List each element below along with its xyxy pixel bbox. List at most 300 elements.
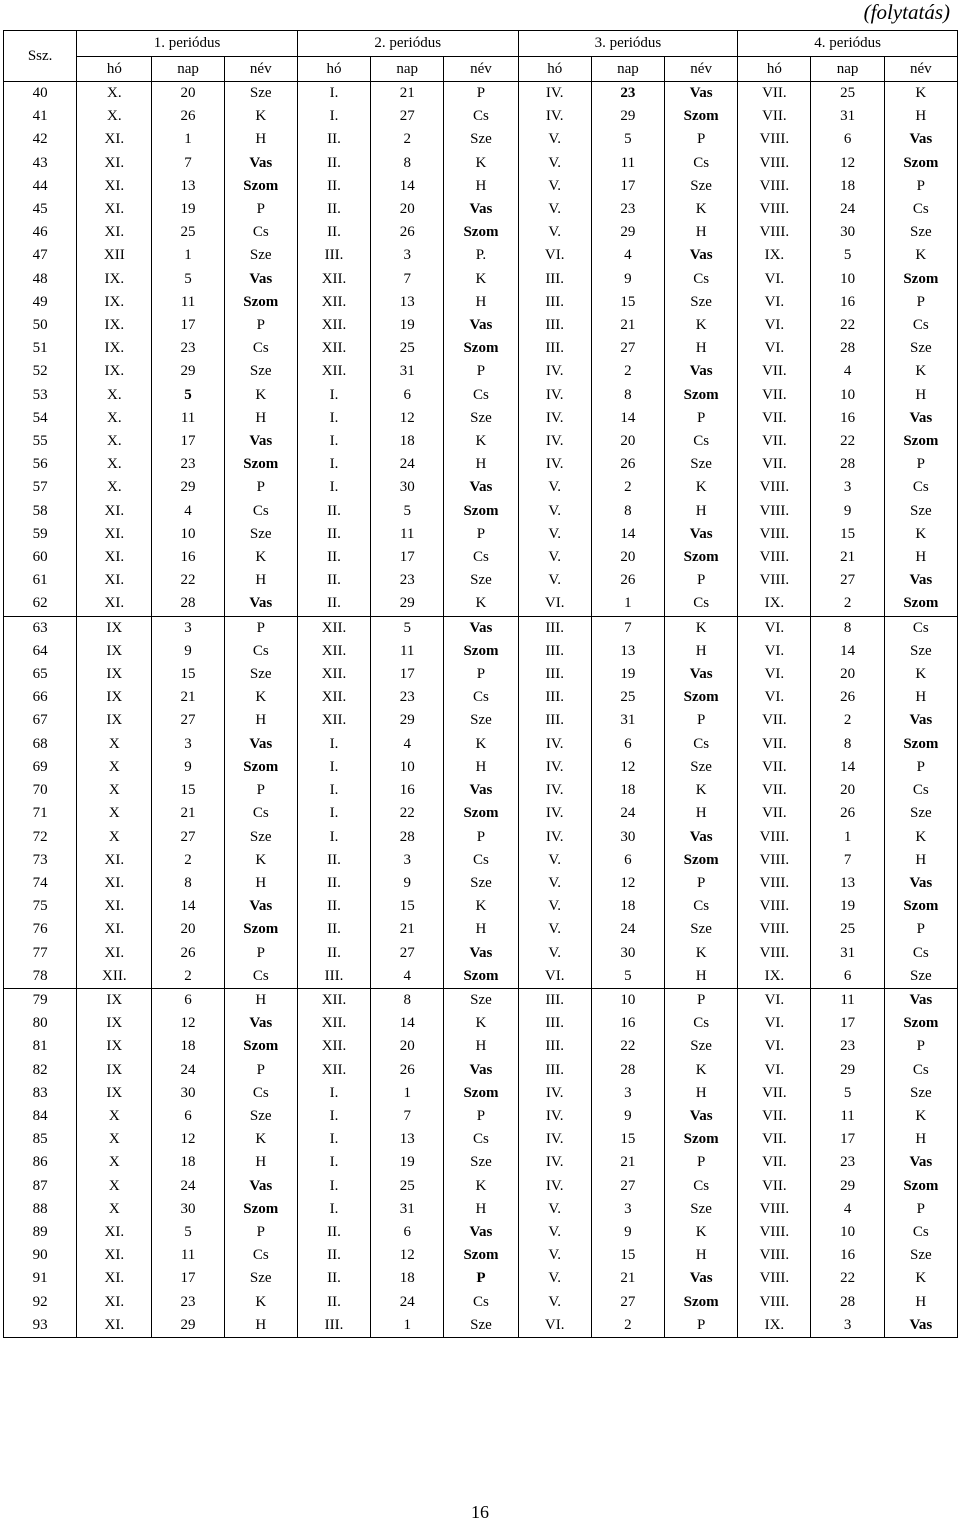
cell-nap: 3 bbox=[811, 1314, 884, 1338]
cell-nev: Cs bbox=[224, 965, 297, 989]
cell-ho: VI. bbox=[738, 1012, 811, 1035]
cell-nap: 21 bbox=[152, 686, 224, 709]
cell-ho: I. bbox=[297, 453, 370, 476]
cell-ho: XII. bbox=[297, 988, 370, 1012]
cell-nap: 23 bbox=[152, 453, 224, 476]
cell-ho: IX bbox=[77, 988, 152, 1012]
cell-nap: 29 bbox=[371, 592, 444, 616]
cell-nev: Sze bbox=[444, 988, 518, 1012]
header-ssz: Ssz. bbox=[4, 31, 77, 82]
cell-nap: 26 bbox=[152, 942, 224, 965]
cell-nap: 26 bbox=[811, 802, 884, 825]
cell-nap: 18 bbox=[152, 1035, 224, 1058]
cell-nev: Szom bbox=[444, 1082, 518, 1105]
cell-nap: 30 bbox=[591, 942, 664, 965]
cell-nev: K bbox=[224, 849, 297, 872]
cell-nap: 7 bbox=[371, 268, 444, 291]
cell-nev: Cs bbox=[884, 779, 957, 802]
table-row bbox=[4, 1267, 958, 1290]
cell-ho: V. bbox=[518, 198, 591, 221]
cell-nap: 25 bbox=[371, 337, 444, 360]
cell-nap: 14 bbox=[371, 175, 444, 198]
cell-nap: 3 bbox=[152, 616, 224, 640]
cell-ssz: 63 bbox=[4, 616, 77, 640]
cell-ho: X bbox=[77, 1151, 152, 1174]
cell-nev: Cs bbox=[444, 686, 518, 709]
cell-ho: VII. bbox=[738, 1105, 811, 1128]
cell-ho: V. bbox=[518, 476, 591, 499]
cell-ho: VII. bbox=[738, 756, 811, 779]
cell-nev: P bbox=[224, 1221, 297, 1244]
cell-nap: 28 bbox=[152, 592, 224, 616]
cell-nap: 13 bbox=[371, 291, 444, 314]
cell-nap: 6 bbox=[371, 384, 444, 407]
cell-ssz: 68 bbox=[4, 733, 77, 756]
cell-ho: VIII. bbox=[738, 128, 811, 151]
cell-ssz: 83 bbox=[4, 1082, 77, 1105]
cell-nev: Vas bbox=[884, 569, 957, 592]
cell-ho: V. bbox=[518, 500, 591, 523]
cell-nap: 9 bbox=[591, 268, 664, 291]
table-row bbox=[4, 1128, 958, 1151]
table-row bbox=[4, 1059, 958, 1082]
cell-nev: Cs bbox=[444, 849, 518, 872]
cell-nap: 27 bbox=[152, 826, 224, 849]
cell-ho: I. bbox=[297, 1128, 370, 1151]
cell-ssz: 88 bbox=[4, 1198, 77, 1221]
cell-nev: H bbox=[444, 918, 518, 941]
cell-nap: 17 bbox=[371, 546, 444, 569]
cell-nap: 1 bbox=[152, 244, 224, 267]
cell-nap: 4 bbox=[371, 733, 444, 756]
cell-nev: K bbox=[444, 268, 518, 291]
cell-nev: Vas bbox=[224, 733, 297, 756]
cell-nap: 29 bbox=[371, 709, 444, 732]
cell-nev: Cs bbox=[884, 942, 957, 965]
table-row bbox=[4, 337, 958, 360]
cell-nap: 19 bbox=[152, 198, 224, 221]
cell-nev: H bbox=[665, 965, 738, 989]
cell-nap: 4 bbox=[152, 500, 224, 523]
cell-ssz: 61 bbox=[4, 569, 77, 592]
cell-ho: III. bbox=[518, 337, 591, 360]
cell-nev: Sze bbox=[224, 826, 297, 849]
cell-nap: 26 bbox=[371, 1059, 444, 1082]
cell-ho: VIII. bbox=[738, 546, 811, 569]
cell-ho: II. bbox=[297, 546, 370, 569]
cell-ho: II. bbox=[297, 1267, 370, 1290]
cell-nap: 15 bbox=[591, 1128, 664, 1151]
cell-nev: K bbox=[665, 1059, 738, 1082]
cell-nev: H bbox=[224, 407, 297, 430]
cell-ho: X bbox=[77, 826, 152, 849]
cell-ho: VIII. bbox=[738, 895, 811, 918]
cell-nev: Sze bbox=[224, 663, 297, 686]
cell-nev: H bbox=[224, 128, 297, 151]
cell-nap: 17 bbox=[152, 314, 224, 337]
cell-nap: 6 bbox=[371, 1221, 444, 1244]
cell-ho: VIII. bbox=[738, 1221, 811, 1244]
cell-nap: 7 bbox=[591, 616, 664, 640]
table-row bbox=[4, 640, 958, 663]
cell-nev: P bbox=[665, 872, 738, 895]
cell-nap: 27 bbox=[811, 569, 884, 592]
cell-nap: 5 bbox=[591, 965, 664, 989]
cell-ho: IX. bbox=[738, 1314, 811, 1338]
cell-ho: XI. bbox=[77, 872, 152, 895]
cell-nev: P bbox=[665, 1151, 738, 1174]
cell-nap: 29 bbox=[152, 1314, 224, 1338]
cell-nap: 22 bbox=[811, 314, 884, 337]
cell-nev: P bbox=[444, 1267, 518, 1290]
cell-nap: 8 bbox=[371, 152, 444, 175]
cell-ho: X bbox=[77, 1175, 152, 1198]
cell-nev: Vas bbox=[224, 1012, 297, 1035]
cell-nev: P bbox=[224, 616, 297, 640]
table-row bbox=[4, 756, 958, 779]
cell-nap: 24 bbox=[152, 1175, 224, 1198]
table-row bbox=[4, 128, 958, 151]
cell-nap: 30 bbox=[811, 221, 884, 244]
cell-nev: Sze bbox=[665, 453, 738, 476]
table-row bbox=[4, 616, 958, 640]
cell-nap: 14 bbox=[591, 407, 664, 430]
cell-nev: Sze bbox=[224, 244, 297, 267]
cell-nap: 8 bbox=[591, 384, 664, 407]
cell-nev: Szom bbox=[665, 546, 738, 569]
cell-ssz: 43 bbox=[4, 152, 77, 175]
cell-ho: V. bbox=[518, 849, 591, 872]
cell-nev: P bbox=[224, 314, 297, 337]
cell-nev: Szom bbox=[444, 640, 518, 663]
cell-ho: III. bbox=[518, 268, 591, 291]
cell-ho: IX. bbox=[77, 337, 152, 360]
cell-nap: 10 bbox=[811, 268, 884, 291]
cell-nev: Szom bbox=[224, 756, 297, 779]
cell-nev: Szom bbox=[444, 337, 518, 360]
cell-ho: IV. bbox=[518, 1151, 591, 1174]
cell-nap: 8 bbox=[591, 500, 664, 523]
cell-nev: Vas bbox=[224, 895, 297, 918]
cell-ho: XI. bbox=[77, 175, 152, 198]
cell-ssz: 86 bbox=[4, 1151, 77, 1174]
cell-ssz: 57 bbox=[4, 476, 77, 499]
cell-nev: P bbox=[884, 918, 957, 941]
cell-ssz: 78 bbox=[4, 965, 77, 989]
cell-nap: 22 bbox=[811, 430, 884, 453]
cell-ho: VIII. bbox=[738, 872, 811, 895]
cell-nap: 24 bbox=[591, 918, 664, 941]
cell-nev: H bbox=[444, 1035, 518, 1058]
cell-nap: 11 bbox=[152, 291, 224, 314]
cell-nev: K bbox=[224, 384, 297, 407]
cell-nev: K bbox=[665, 779, 738, 802]
cell-nev: Vas bbox=[884, 709, 957, 732]
cell-ho: VI. bbox=[518, 965, 591, 989]
cell-nev: K bbox=[665, 314, 738, 337]
cell-nev: Cs bbox=[444, 105, 518, 128]
cell-nap: 26 bbox=[152, 105, 224, 128]
header-period-2: 2. periódus bbox=[297, 31, 518, 57]
cell-nev: Vas bbox=[444, 1059, 518, 1082]
cell-nev: H bbox=[884, 384, 957, 407]
cell-ho: III. bbox=[518, 686, 591, 709]
cell-nap: 26 bbox=[591, 453, 664, 476]
cell-ssz: 85 bbox=[4, 1128, 77, 1151]
cell-ho: I. bbox=[297, 826, 370, 849]
table-row bbox=[4, 244, 958, 267]
cell-nap: 12 bbox=[152, 1012, 224, 1035]
cell-nap: 30 bbox=[591, 826, 664, 849]
cell-nap: 11 bbox=[811, 1105, 884, 1128]
cell-nev: Cs bbox=[665, 152, 738, 175]
cell-nev: P bbox=[224, 1059, 297, 1082]
cell-nev: P bbox=[444, 826, 518, 849]
cell-nev: K bbox=[444, 152, 518, 175]
cell-ho: X bbox=[77, 802, 152, 825]
cell-ssz: 50 bbox=[4, 314, 77, 337]
cell-nev: Sze bbox=[224, 82, 297, 106]
cell-nev: Cs bbox=[884, 198, 957, 221]
cell-nev: Vas bbox=[224, 268, 297, 291]
table-row bbox=[4, 942, 958, 965]
cell-nev: H bbox=[224, 709, 297, 732]
cell-nap: 8 bbox=[152, 872, 224, 895]
cell-ho: X bbox=[77, 779, 152, 802]
cell-nap: 2 bbox=[152, 849, 224, 872]
cell-nap: 8 bbox=[811, 616, 884, 640]
cell-ho: VIII. bbox=[738, 175, 811, 198]
cell-ho: VII. bbox=[738, 802, 811, 825]
cell-ho: II. bbox=[297, 918, 370, 941]
cell-ho: V. bbox=[518, 895, 591, 918]
cell-nev: Sze bbox=[444, 407, 518, 430]
cell-nap: 31 bbox=[371, 1198, 444, 1221]
cell-ssz: 90 bbox=[4, 1244, 77, 1267]
cell-nev: P bbox=[665, 569, 738, 592]
cell-nap: 23 bbox=[371, 569, 444, 592]
cell-ho: X. bbox=[77, 453, 152, 476]
cell-nap: 12 bbox=[371, 407, 444, 430]
cell-ho: VII. bbox=[738, 105, 811, 128]
cell-nev: P bbox=[665, 709, 738, 732]
cell-ho: V. bbox=[518, 1221, 591, 1244]
cell-nev: Sze bbox=[884, 337, 957, 360]
cell-nev: P bbox=[444, 82, 518, 106]
cell-nev: Sze bbox=[444, 1151, 518, 1174]
cell-ho: XII. bbox=[297, 686, 370, 709]
cell-nev: K bbox=[665, 198, 738, 221]
cell-nap: 24 bbox=[371, 453, 444, 476]
cell-nap: 13 bbox=[371, 1128, 444, 1151]
cell-ho: III. bbox=[518, 616, 591, 640]
cell-nap: 28 bbox=[811, 1291, 884, 1314]
cell-nap: 22 bbox=[371, 802, 444, 825]
cell-nap: 27 bbox=[371, 105, 444, 128]
cell-ho: III. bbox=[518, 709, 591, 732]
cell-nev: Vas bbox=[444, 198, 518, 221]
cell-ho: II. bbox=[297, 872, 370, 895]
cell-nap: 6 bbox=[811, 965, 884, 989]
cell-nap: 12 bbox=[152, 1128, 224, 1151]
cell-nap: 15 bbox=[152, 779, 224, 802]
cell-nap: 15 bbox=[591, 1244, 664, 1267]
cell-ssz: 48 bbox=[4, 268, 77, 291]
cell-nap: 26 bbox=[371, 221, 444, 244]
cell-ho: I. bbox=[297, 82, 370, 106]
cell-nev: H bbox=[224, 1314, 297, 1338]
cell-ho: IX bbox=[77, 1035, 152, 1058]
cell-nap: 20 bbox=[591, 546, 664, 569]
cell-ho: II. bbox=[297, 221, 370, 244]
cell-nap: 10 bbox=[371, 756, 444, 779]
cell-nev: Cs bbox=[224, 500, 297, 523]
cell-nap: 21 bbox=[591, 1267, 664, 1290]
cell-nev: Sze bbox=[444, 1314, 518, 1338]
cell-nev: K bbox=[224, 546, 297, 569]
cell-nap: 12 bbox=[811, 152, 884, 175]
cell-ssz: 73 bbox=[4, 849, 77, 872]
cell-ssz: 69 bbox=[4, 756, 77, 779]
cell-ho: II. bbox=[297, 569, 370, 592]
cell-nap: 11 bbox=[152, 407, 224, 430]
cell-nev: H bbox=[884, 849, 957, 872]
cell-ho: X. bbox=[77, 476, 152, 499]
cell-ho: XII. bbox=[297, 1012, 370, 1035]
cell-nap: 7 bbox=[371, 1105, 444, 1128]
cell-nap: 2 bbox=[811, 709, 884, 732]
cell-ho: VIII. bbox=[738, 569, 811, 592]
cell-ho: III. bbox=[518, 314, 591, 337]
cell-ho: IX bbox=[77, 709, 152, 732]
cell-nev: Vas bbox=[884, 128, 957, 151]
cell-ho: I. bbox=[297, 802, 370, 825]
cell-nap: 30 bbox=[152, 1198, 224, 1221]
cell-ho: X bbox=[77, 756, 152, 779]
cell-nev: H bbox=[444, 453, 518, 476]
cell-ho: II. bbox=[297, 128, 370, 151]
cell-nap: 23 bbox=[152, 1291, 224, 1314]
cell-ssz: 64 bbox=[4, 640, 77, 663]
cell-ho: X. bbox=[77, 384, 152, 407]
cell-nap: 23 bbox=[591, 198, 664, 221]
cell-ho: XI. bbox=[77, 1221, 152, 1244]
cell-ho: IX. bbox=[77, 268, 152, 291]
cell-nev: Vas bbox=[224, 152, 297, 175]
table-row bbox=[4, 221, 958, 244]
cell-nev: Sze bbox=[444, 569, 518, 592]
cell-nev: P. bbox=[444, 244, 518, 267]
cell-nev: H bbox=[665, 221, 738, 244]
cell-ho: VII. bbox=[738, 1128, 811, 1151]
cell-nev: P bbox=[444, 360, 518, 383]
cell-ho: III. bbox=[518, 663, 591, 686]
cell-ho: III. bbox=[518, 291, 591, 314]
cell-nap: 12 bbox=[371, 1244, 444, 1267]
cell-nap: 21 bbox=[591, 1151, 664, 1174]
cell-nev: Cs bbox=[224, 802, 297, 825]
cell-ho: IV. bbox=[518, 1082, 591, 1105]
table-row bbox=[4, 476, 958, 499]
cell-nev: Sze bbox=[884, 221, 957, 244]
header-nap: nap bbox=[591, 57, 664, 82]
header-nap: nap bbox=[371, 57, 444, 82]
cell-ho: VI. bbox=[738, 337, 811, 360]
cell-ho: II. bbox=[297, 895, 370, 918]
cell-ssz: 54 bbox=[4, 407, 77, 430]
cell-nap: 25 bbox=[811, 918, 884, 941]
cell-nev: K bbox=[224, 105, 297, 128]
cell-ho: III. bbox=[518, 1012, 591, 1035]
cell-nap: 11 bbox=[371, 640, 444, 663]
cell-ho: XII. bbox=[297, 1059, 370, 1082]
cell-nev: Szom bbox=[224, 453, 297, 476]
cell-nev: P bbox=[224, 779, 297, 802]
cell-nap: 9 bbox=[152, 640, 224, 663]
cell-ho: IX bbox=[77, 1059, 152, 1082]
cell-nap: 27 bbox=[591, 337, 664, 360]
header-row-subcols bbox=[4, 57, 958, 82]
cell-nap: 3 bbox=[371, 244, 444, 267]
cell-ho: I. bbox=[297, 476, 370, 499]
cell-ho: III. bbox=[297, 244, 370, 267]
cell-nap: 16 bbox=[371, 779, 444, 802]
cell-ho: IV. bbox=[518, 733, 591, 756]
cell-nap: 31 bbox=[811, 942, 884, 965]
cell-ssz: 80 bbox=[4, 1012, 77, 1035]
cell-nap: 3 bbox=[591, 1198, 664, 1221]
cell-ho: VIII. bbox=[738, 476, 811, 499]
cell-nap: 17 bbox=[152, 430, 224, 453]
cell-nev: K bbox=[884, 826, 957, 849]
cell-nap: 16 bbox=[811, 1244, 884, 1267]
cell-nev: Szom bbox=[444, 1244, 518, 1267]
cell-nap: 25 bbox=[371, 1175, 444, 1198]
cell-ssz: 91 bbox=[4, 1267, 77, 1290]
cell-ho: XI. bbox=[77, 895, 152, 918]
cell-ssz: 45 bbox=[4, 198, 77, 221]
cell-nev: H bbox=[665, 337, 738, 360]
cell-nap: 16 bbox=[152, 546, 224, 569]
cell-nap: 20 bbox=[371, 198, 444, 221]
cell-nev: K bbox=[444, 895, 518, 918]
cell-nap: 18 bbox=[591, 779, 664, 802]
cell-nev: Szom bbox=[665, 1128, 738, 1151]
cell-ho: VI. bbox=[518, 244, 591, 267]
cell-ho: IX bbox=[77, 616, 152, 640]
table-row bbox=[4, 686, 958, 709]
table-row bbox=[4, 360, 958, 383]
cell-ssz: 71 bbox=[4, 802, 77, 825]
cell-ssz: 55 bbox=[4, 430, 77, 453]
cell-nev: Szom bbox=[884, 268, 957, 291]
cell-nev: K bbox=[224, 1128, 297, 1151]
cell-nev: Vas bbox=[444, 616, 518, 640]
cell-ho: IX bbox=[77, 663, 152, 686]
cell-nap: 3 bbox=[591, 1082, 664, 1105]
cell-nap: 5 bbox=[152, 1221, 224, 1244]
cell-ho: X. bbox=[77, 407, 152, 430]
calendar-table bbox=[3, 30, 958, 1338]
cell-ho: VII. bbox=[738, 733, 811, 756]
cell-nev: Cs bbox=[665, 592, 738, 616]
cell-nap: 5 bbox=[152, 384, 224, 407]
cell-nev: Vas bbox=[224, 592, 297, 616]
cell-ho: VII. bbox=[738, 779, 811, 802]
cell-nap: 12 bbox=[591, 756, 664, 779]
cell-nap: 23 bbox=[152, 337, 224, 360]
cell-ho: VIII. bbox=[738, 1244, 811, 1267]
